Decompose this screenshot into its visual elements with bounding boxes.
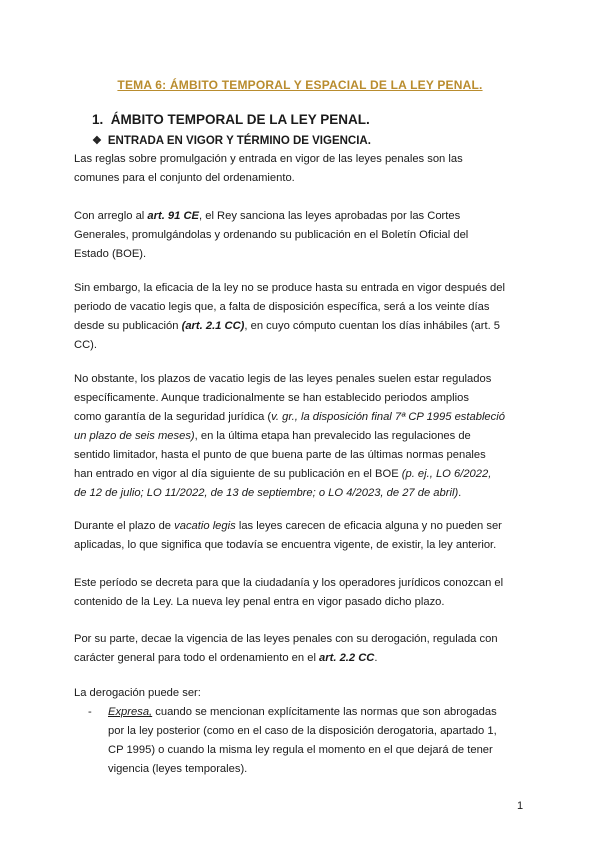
page-number: 1 <box>517 800 524 812</box>
subsection-heading-text: ENTRADA EN VIGOR Y TÉRMINO DE VIGENCIA. <box>107 135 371 147</box>
text-line: aplicadas, lo que significa que todavía se encuentra vigente, de existir, la ley anterior. <box>74 539 497 551</box>
text-line: Generales, promulgándolas y ordenando su publicación en el Boletín Oficial del <box>74 229 469 241</box>
text-line: Con arreglo al art. 91 CE, el Rey sanciona las leyes aprobadas por las Cortes <box>74 210 461 222</box>
text-line: desde su publicación (art. 2.1 CC), en cuyo cómputo cuentan los días inhábiles (art. 5 <box>74 320 501 332</box>
text-line: un plazo de seis meses), en la última etapa han prevalecido las regulaciones de <box>74 430 471 442</box>
text-line: Las reglas sobre promulgación y entrada en vigor de las leyes penales son las <box>74 153 463 165</box>
paragraph-derogacion <box>74 630 534 668</box>
section-heading: 1. ÁMBITO TEMPORAL DE LA LEY PENAL. <box>92 112 370 127</box>
text-line: específicamente. Aunque tradicionalmente se han establecido periodos amplios <box>74 392 469 404</box>
text-line: CC). <box>74 339 97 351</box>
text-line: vigencia (leyes temporales). <box>108 763 248 775</box>
subsection-heading <box>92 134 371 147</box>
text-line: Durante el plazo de vacatio legis las leyes carecen de eficacia alguna y no pueden ser <box>74 520 502 532</box>
text-line: carácter general para todo el ordenamiento en el art. 2.2 CC. <box>74 652 378 664</box>
text-line: de 12 de julio; LO 11/2022, de 13 de septiembre; o LO 4/2023, de 27 de abril). <box>74 487 462 499</box>
text-line: Expresa, cuando se mencionan explícitamente las normas que son abrogadas <box>108 706 497 718</box>
text-line: han entrado en vigor al día siguiente de su publicación en el BOE (p. ej., LO 6/2022, <box>74 468 492 480</box>
text-line: contenido de la Ley. La nueva ley penal entra en vigor pasado dicho plazo. <box>74 596 445 608</box>
document-title: TEMA 6: ÁMBITO TEMPORAL Y ESPACIAL DE LA LEY PENAL. <box>117 78 483 92</box>
text-line: por la ley posterior (como en el caso de la disposición derogatoria, apartado 1, <box>108 725 497 737</box>
paragraph-plazos <box>74 370 534 503</box>
paragraph-vacatio-legis <box>74 279 534 355</box>
text-line: periodo de vacatio legis que, a falta de disposición específica, será a los veinte días <box>74 301 490 313</box>
text-line: Este período se decreta para que la ciudadanía y los operadores jurídicos conozcan el <box>74 577 504 589</box>
paragraph-periodo <box>74 574 534 612</box>
text-line: como garantía de la seguridad jurídica (v. gr., la disposición final 7ª CP 1995 estableció <box>74 411 505 423</box>
list-term: Expresa, <box>108 706 153 718</box>
diamond-bullet-icon: ❖ <box>92 135 102 147</box>
text-line: Por su parte, decae la vigencia de las leyes penales con su derogación, regulada con <box>74 633 498 645</box>
list-dash: - <box>88 706 92 718</box>
legal-reference: art. 2.2 CC <box>319 652 375 664</box>
text-line: La derogación puede ser: <box>74 687 201 699</box>
list-item-body <box>108 703 497 779</box>
paragraph-promulgation <box>74 150 534 188</box>
paragraph-eficacia <box>74 517 534 555</box>
text-line: No obstante, los plazos de vacatio legis de las leyes penales suelen estar regulados <box>74 373 492 385</box>
text-line: Estado (BOE). <box>74 248 147 260</box>
text-line: sentido limitador, hasta el punto de que buena parte de las últimas normas penales <box>74 449 486 461</box>
paragraph-tipos <box>74 684 534 703</box>
paragraph-art-91 <box>74 207 534 264</box>
legal-reference: art. 91 CE <box>147 210 200 222</box>
legal-reference: (art. 2.1 CC) <box>181 320 245 332</box>
text-line: Sin embargo, la eficacia de la ley no se produce hasta su entrada en vigor después del <box>74 282 505 294</box>
text-line: CP 1995) o cuando la misma ley regula el momento en el que dejará de tener <box>108 744 493 756</box>
text-line: comunes para el conjunto del ordenamiento. <box>74 172 295 184</box>
